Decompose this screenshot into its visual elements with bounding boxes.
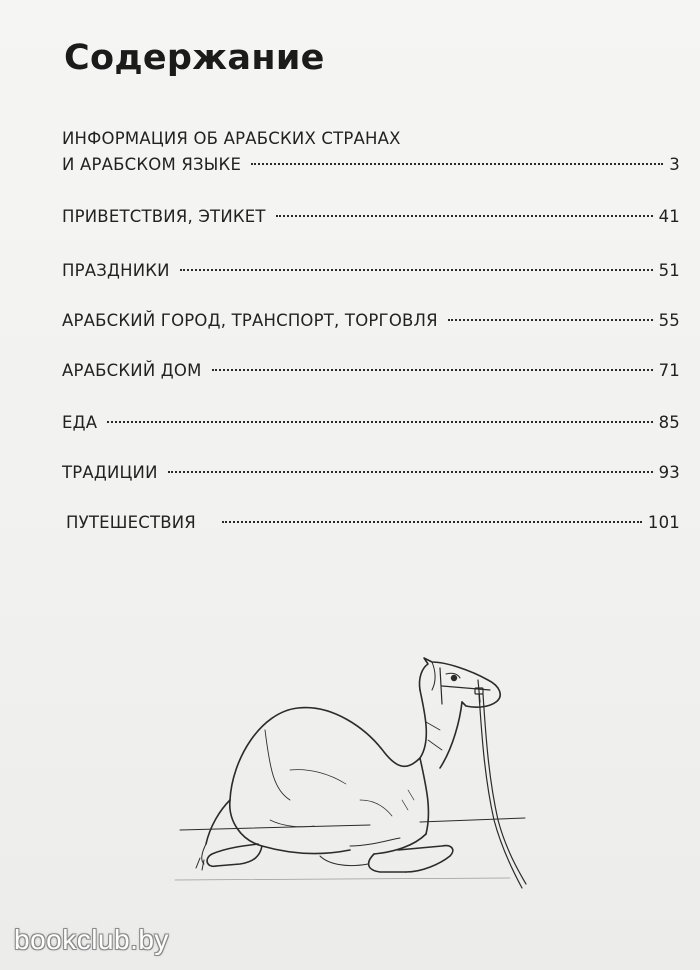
toc-entry-label: ПУТЕШЕСТВИЯ [66, 513, 196, 532]
toc-leader-dots [251, 163, 663, 165]
toc-page-number: 85 [658, 413, 680, 432]
toc-leader-dots [212, 369, 653, 371]
toc-page-number: 71 [658, 361, 680, 380]
toc-page-number: 55 [658, 311, 680, 330]
toc-entry-label: АРАБСКИЙ ДОМ [62, 361, 202, 380]
toc-entry-label: АРАБСКИЙ ГОРОД, ТРАНСПОРТ, ТОРГОВЛЯ [62, 311, 438, 330]
toc-entry-arab-countries [62, 126, 680, 178]
toc-leader-dots [448, 319, 653, 321]
page-title: Содержание [64, 38, 325, 78]
toc-entry-label: ЕДА [62, 413, 98, 432]
toc-entry-label-line1: ИНФОРМАЦИЯ ОБ АРАБСКИХ СТРАНАХ [62, 129, 401, 148]
toc-entry-house [62, 358, 680, 384]
toc-entry-label: ТРАДИЦИИ [62, 463, 158, 482]
toc-page-number: 41 [658, 207, 680, 226]
toc-leader-dots [180, 269, 653, 271]
toc-leader-dots [107, 421, 652, 423]
toc-entry-label: ПРАЗДНИКИ [62, 261, 170, 280]
camel-illustration-icon [170, 650, 540, 900]
watermark: bookclub.by [14, 924, 169, 955]
toc-entry-label: ПРИВЕТСТВИЯ, ЭТИКЕТ [62, 207, 266, 226]
toc-page-number: 101 [647, 513, 680, 532]
toc-entry-greetings [62, 204, 680, 230]
toc-page-number: 51 [658, 261, 680, 280]
toc-page-number: 93 [658, 463, 680, 482]
toc-entry-travel [66, 510, 680, 536]
toc-entry-label: И АРАБСКОМ ЯЗЫКЕ [62, 155, 242, 174]
toc-leader-dots [222, 521, 642, 523]
toc-entry-traditions [62, 460, 680, 486]
toc-entry-holidays [62, 258, 680, 284]
toc-leader-dots [276, 215, 653, 217]
toc-entry-food [62, 410, 680, 436]
toc-entry-city [62, 308, 680, 334]
toc-page-number: 3 [669, 155, 680, 174]
toc-leader-dots [168, 471, 653, 473]
